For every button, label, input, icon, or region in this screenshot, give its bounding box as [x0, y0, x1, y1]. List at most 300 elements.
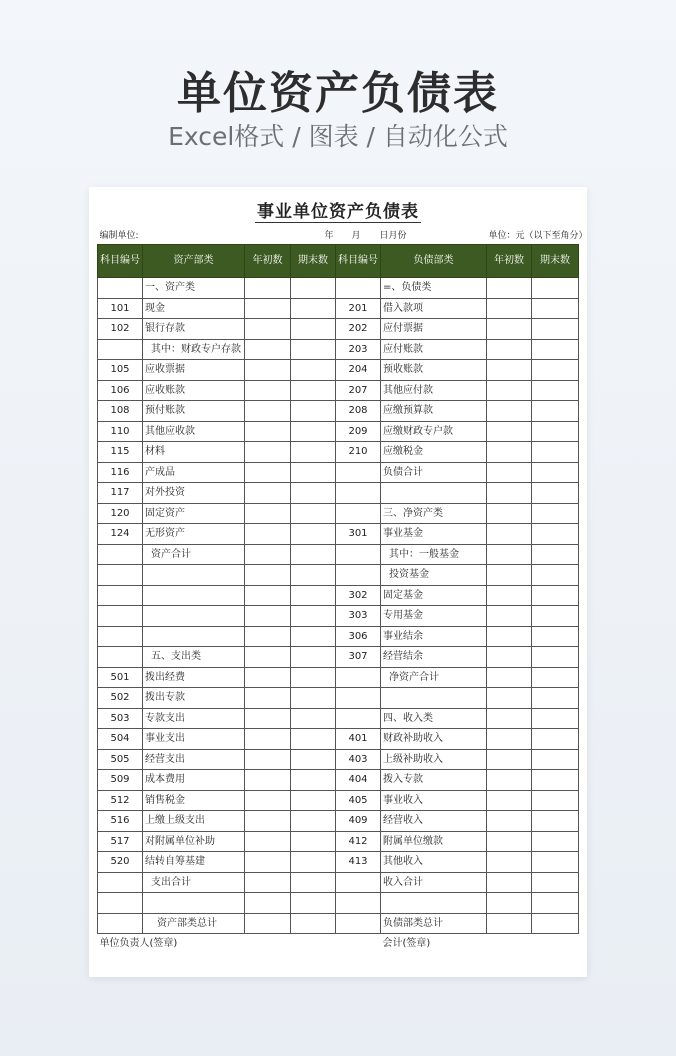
liability-code[interactable]: 307 [336, 647, 381, 668]
asset-code[interactable]: 105 [98, 360, 143, 381]
asset-code[interactable] [98, 278, 143, 299]
liability-name[interactable]: 其他应付款 [381, 380, 487, 401]
asset-name[interactable]: 支出合计 [143, 872, 245, 893]
liability-name[interactable]: 借入款项 [381, 298, 487, 319]
liability-code[interactable]: 409 [336, 811, 381, 832]
asset-end-cell[interactable] [291, 565, 336, 586]
asset-name[interactable]: 预付账款 [143, 401, 245, 422]
liability-name[interactable]: 应付账款 [381, 339, 487, 360]
asset-end-cell[interactable] [291, 790, 336, 811]
asset-end-cell[interactable] [291, 913, 336, 934]
liability-begin-cell[interactable] [487, 811, 532, 832]
table-row [98, 483, 579, 504]
asset-begin-cell[interactable] [245, 852, 291, 873]
header-end-2: 期末数 [532, 245, 579, 278]
table-row [98, 544, 579, 565]
asset-begin-cell[interactable] [245, 278, 291, 299]
asset-begin-cell[interactable] [245, 298, 291, 319]
liability-name[interactable]: 事业收入 [381, 790, 487, 811]
asset-end-cell[interactable] [291, 524, 336, 545]
asset-end-cell[interactable] [291, 626, 336, 647]
asset-end-cell[interactable] [291, 298, 336, 319]
asset-end-cell[interactable] [291, 278, 336, 299]
asset-end-cell[interactable] [291, 442, 336, 463]
asset-begin-cell[interactable] [245, 606, 291, 627]
liability-name[interactable]: 预收账款 [381, 360, 487, 381]
asset-name[interactable]: 结转自筹基建 [143, 852, 245, 873]
liability-end-cell[interactable] [532, 298, 579, 319]
table-row [98, 339, 579, 360]
liability-name[interactable]: 事业基金 [381, 524, 487, 545]
liability-name[interactable]: 应缴税金 [381, 442, 487, 463]
liability-name[interactable]: 上级补助收入 [381, 749, 487, 770]
liability-end-cell[interactable] [532, 749, 579, 770]
liability-end-cell[interactable] [532, 319, 579, 340]
liability-begin-cell[interactable] [487, 749, 532, 770]
table-row [98, 729, 579, 750]
liability-name[interactable]: 其他收入 [381, 852, 487, 873]
liability-code[interactable] [336, 708, 381, 729]
liability-end-cell[interactable] [532, 565, 579, 586]
liability-code[interactable] [336, 544, 381, 565]
asset-name[interactable] [143, 606, 245, 627]
liability-code[interactable]: 401 [336, 729, 381, 750]
asset-name[interactable]: 一、资产类 [143, 278, 245, 299]
asset-end-cell[interactable] [291, 462, 336, 483]
asset-begin-cell[interactable] [245, 749, 291, 770]
asset-name[interactable]: 固定资产 [143, 503, 245, 524]
liability-end-cell[interactable] [532, 524, 579, 545]
liability-code[interactable]: 201 [336, 298, 381, 319]
liability-end-cell[interactable] [532, 893, 579, 914]
liability-end-cell[interactable] [532, 442, 579, 463]
asset-code[interactable] [98, 913, 143, 934]
liability-begin-cell[interactable] [487, 606, 532, 627]
asset-code[interactable]: 505 [98, 749, 143, 770]
asset-code[interactable]: 124 [98, 524, 143, 545]
asset-code[interactable] [98, 565, 143, 586]
asset-code[interactable] [98, 872, 143, 893]
liability-code[interactable] [336, 503, 381, 524]
asset-end-cell[interactable] [291, 606, 336, 627]
liability-end-cell[interactable] [532, 503, 579, 524]
liability-end-cell[interactable] [532, 380, 579, 401]
liability-begin-cell[interactable] [487, 483, 532, 504]
table-row [98, 811, 579, 832]
liability-name[interactable]: 负债合计 [381, 462, 487, 483]
liability-end-cell[interactable] [532, 647, 579, 668]
asset-end-cell[interactable] [291, 647, 336, 668]
asset-name[interactable]: 拨出经费 [143, 667, 245, 688]
liability-code[interactable]: 413 [336, 852, 381, 873]
asset-code[interactable]: 501 [98, 667, 143, 688]
liability-name[interactable]: 其中：一般基金 [381, 544, 487, 565]
asset-code[interactable] [98, 893, 143, 914]
asset-code[interactable]: 115 [98, 442, 143, 463]
liability-name[interactable]: 专用基金 [381, 606, 487, 627]
asset-begin-cell[interactable] [245, 667, 291, 688]
asset-begin-cell[interactable] [245, 442, 291, 463]
asset-name[interactable]: 银行存款 [143, 319, 245, 340]
liability-begin-cell[interactable] [487, 790, 532, 811]
asset-code[interactable] [98, 544, 143, 565]
liability-name[interactable]: 财政补助收入 [381, 729, 487, 750]
liability-end-cell[interactable] [532, 401, 579, 422]
month-label: 月 [351, 231, 361, 241]
asset-code[interactable]: 517 [98, 831, 143, 852]
asset-end-cell[interactable] [291, 770, 336, 791]
asset-end-cell[interactable] [291, 585, 336, 606]
table-row [98, 462, 579, 483]
unit-label: 编制单位: [99, 231, 139, 241]
asset-code[interactable] [98, 339, 143, 360]
asset-name[interactable]: 现金 [143, 298, 245, 319]
table-row [98, 708, 579, 729]
liability-code[interactable] [336, 565, 381, 586]
asset-code[interactable]: 102 [98, 319, 143, 340]
liability-begin-cell[interactable] [487, 729, 532, 750]
asset-begin-cell[interactable] [245, 565, 291, 586]
period-label: 月份 [388, 231, 407, 241]
liability-begin-cell[interactable] [487, 831, 532, 852]
asset-end-cell[interactable] [291, 729, 336, 750]
liability-begin-cell[interactable] [487, 872, 532, 893]
table-row [98, 893, 579, 914]
table-row [98, 647, 579, 668]
asset-code[interactable] [98, 606, 143, 627]
asset-name[interactable] [143, 626, 245, 647]
liability-begin-cell[interactable] [487, 524, 532, 545]
asset-name[interactable] [143, 585, 245, 606]
day-label: 日 [379, 231, 389, 241]
asset-end-cell[interactable] [291, 544, 336, 565]
asset-begin-cell[interactable] [245, 811, 291, 832]
footer-row [98, 934, 579, 954]
asset-name[interactable]: 其他应收款 [143, 421, 245, 442]
liability-begin-cell[interactable] [487, 770, 532, 791]
asset-code[interactable]: 110 [98, 421, 143, 442]
liability-end-cell[interactable] [532, 770, 579, 791]
asset-begin-cell[interactable] [245, 483, 291, 504]
liability-code[interactable] [336, 667, 381, 688]
asset-begin-cell[interactable] [245, 626, 291, 647]
asset-name[interactable]: 其中：财政专户存款 [143, 339, 245, 360]
liability-end-cell[interactable] [532, 483, 579, 504]
asset-begin-cell[interactable] [245, 893, 291, 914]
liability-begin-cell[interactable] [487, 565, 532, 586]
asset-name[interactable]: 上缴上级支出 [143, 811, 245, 832]
liability-code[interactable]: 403 [336, 749, 381, 770]
asset-code[interactable]: 117 [98, 483, 143, 504]
asset-name[interactable]: 对外投资 [143, 483, 245, 504]
asset-code[interactable]: 106 [98, 380, 143, 401]
liability-begin-cell[interactable] [487, 647, 532, 668]
asset-name[interactable]: 应收账款 [143, 380, 245, 401]
asset-name[interactable]: 五、支出类 [143, 647, 245, 668]
asset-code[interactable]: 516 [98, 811, 143, 832]
liability-begin-cell[interactable] [487, 401, 532, 422]
asset-begin-cell[interactable] [245, 729, 291, 750]
asset-code[interactable] [98, 647, 143, 668]
liability-begin-cell[interactable] [487, 893, 532, 914]
liability-code[interactable]: 203 [336, 339, 381, 360]
asset-begin-cell[interactable] [245, 319, 291, 340]
liability-begin-cell[interactable] [487, 708, 532, 729]
liability-code[interactable]: 202 [336, 319, 381, 340]
asset-begin-cell[interactable] [245, 503, 291, 524]
liability-name[interactable]: 负债部类总计 [381, 913, 487, 934]
asset-code[interactable]: 503 [98, 708, 143, 729]
asset-end-cell[interactable] [291, 749, 336, 770]
asset-end-cell[interactable] [291, 688, 336, 709]
asset-begin-cell[interactable] [245, 913, 291, 934]
liability-end-cell[interactable] [532, 708, 579, 729]
liability-name[interactable]: 净资产合计 [381, 667, 487, 688]
asset-end-cell[interactable] [291, 667, 336, 688]
liability-begin-cell[interactable] [487, 442, 532, 463]
asset-begin-cell[interactable] [245, 647, 291, 668]
balance-sheet-table [97, 195, 588, 954]
liability-end-cell[interactable] [532, 790, 579, 811]
asset-name[interactable]: 材料 [143, 442, 245, 463]
liability-begin-cell[interactable] [487, 462, 532, 483]
liability-begin-cell[interactable] [487, 503, 532, 524]
asset-end-cell[interactable] [291, 811, 336, 832]
asset-begin-cell[interactable] [245, 524, 291, 545]
asset-end-cell[interactable] [291, 852, 336, 873]
liability-name[interactable]: 应付票据 [381, 319, 487, 340]
liability-name[interactable]: 投资基金 [381, 565, 487, 586]
asset-name[interactable]: 资产合计 [143, 544, 245, 565]
liability-begin-cell[interactable] [487, 852, 532, 873]
asset-name[interactable]: 产成品 [143, 462, 245, 483]
asset-end-cell[interactable] [291, 360, 336, 381]
table-row [98, 831, 579, 852]
liability-begin-cell[interactable] [487, 913, 532, 934]
liability-end-cell[interactable] [532, 626, 579, 647]
liability-name[interactable]: 四、收入类 [381, 708, 487, 729]
asset-end-cell[interactable] [291, 831, 336, 852]
asset-begin-cell[interactable] [245, 872, 291, 893]
asset-begin-cell[interactable] [245, 380, 291, 401]
liability-code[interactable] [336, 872, 381, 893]
asset-begin-cell[interactable] [245, 688, 291, 709]
liability-name[interactable]: 经营收入 [381, 811, 487, 832]
asset-end-cell[interactable] [291, 483, 336, 504]
liability-code[interactable]: 405 [336, 790, 381, 811]
liability-code[interactable]: 209 [336, 421, 381, 442]
liability-end-cell[interactable] [532, 278, 579, 299]
asset-end-cell[interactable] [291, 893, 336, 914]
liability-begin-cell[interactable] [487, 544, 532, 565]
asset-begin-cell[interactable] [245, 401, 291, 422]
asset-code[interactable]: 108 [98, 401, 143, 422]
asset-name[interactable]: 成本费用 [143, 770, 245, 791]
liability-code[interactable] [336, 462, 381, 483]
asset-begin-cell[interactable] [245, 421, 291, 442]
liability-code[interactable]: 412 [336, 831, 381, 852]
liability-end-cell[interactable] [532, 585, 579, 606]
asset-end-cell[interactable] [291, 708, 336, 729]
liability-code[interactable]: 207 [336, 380, 381, 401]
liability-end-cell[interactable] [532, 360, 579, 381]
asset-end-cell[interactable] [291, 503, 336, 524]
liability-name[interactable]: 应缴预算款 [381, 401, 487, 422]
liability-name[interactable]: 经营结余 [381, 647, 487, 668]
asset-begin-cell[interactable] [245, 770, 291, 791]
header-begin: 年初数 [245, 245, 291, 278]
hero-title: 单位资产负债表 [177, 68, 499, 119]
asset-code[interactable] [98, 585, 143, 606]
asset-end-cell[interactable] [291, 339, 336, 360]
liability-code[interactable]: 303 [336, 606, 381, 627]
table-row [98, 872, 579, 893]
asset-code[interactable]: 520 [98, 852, 143, 873]
liability-begin-cell[interactable] [487, 319, 532, 340]
liability-end-cell[interactable] [532, 339, 579, 360]
liability-name[interactable]: 三、净资产类 [381, 503, 487, 524]
liability-end-cell[interactable] [532, 811, 579, 832]
liability-begin-cell[interactable] [487, 298, 532, 319]
liability-begin-cell[interactable] [487, 585, 532, 606]
asset-begin-cell[interactable] [245, 462, 291, 483]
asset-code[interactable]: 120 [98, 503, 143, 524]
table-row [98, 606, 579, 627]
asset-code[interactable]: 509 [98, 770, 143, 791]
liability-end-cell[interactable] [532, 606, 579, 627]
liability-begin-cell[interactable] [487, 360, 532, 381]
asset-code[interactable]: 504 [98, 729, 143, 750]
liability-end-cell[interactable] [532, 729, 579, 750]
liability-end-cell[interactable] [532, 688, 579, 709]
header-liability-class: 负债部类 [381, 245, 487, 278]
asset-begin-cell[interactable] [245, 585, 291, 606]
footer-left: 单位负责人(签章) [98, 934, 381, 954]
hero-subtitle: Excel格式 / 图表 / 自动化公式 [168, 122, 508, 151]
liability-end-cell[interactable] [532, 852, 579, 873]
liability-code[interactable] [336, 913, 381, 934]
table-row [98, 770, 579, 791]
liability-name[interactable]: =、负债类 [381, 278, 487, 299]
liability-end-cell[interactable] [532, 462, 579, 483]
asset-code[interactable]: 502 [98, 688, 143, 709]
year-label: 年 [324, 231, 334, 241]
liability-name[interactable] [381, 688, 487, 709]
asset-name[interactable]: 资产部类总计 [143, 913, 245, 934]
header-begin-2: 年初数 [487, 245, 532, 278]
table-row [98, 913, 579, 934]
liability-code[interactable]: 210 [336, 442, 381, 463]
liability-code[interactable] [336, 688, 381, 709]
liability-begin-cell[interactable] [487, 278, 532, 299]
asset-code[interactable]: 101 [98, 298, 143, 319]
liability-code[interactable] [336, 483, 381, 504]
asset-code[interactable]: 512 [98, 790, 143, 811]
header-asset-class: 资产部类 [143, 245, 245, 278]
asset-begin-cell[interactable] [245, 831, 291, 852]
liability-code[interactable]: 404 [336, 770, 381, 791]
liability-end-cell[interactable] [532, 421, 579, 442]
asset-name[interactable]: 对附属单位补助 [143, 831, 245, 852]
asset-code[interactable] [98, 626, 143, 647]
footer-right: 会计(签章) [381, 934, 579, 954]
asset-name[interactable]: 事业支出 [143, 729, 245, 750]
asset-name[interactable] [143, 893, 245, 914]
table-row [98, 749, 579, 770]
table-row [98, 380, 579, 401]
asset-name[interactable]: 拨出专款 [143, 688, 245, 709]
table-row [98, 852, 579, 873]
table-row [98, 278, 579, 299]
liability-name[interactable]: 收入合计 [381, 872, 487, 893]
header-end: 期末数 [291, 245, 336, 278]
asset-name[interactable]: 经营支出 [143, 749, 245, 770]
asset-name[interactable]: 无形资产 [143, 524, 245, 545]
asset-begin-cell[interactable] [245, 544, 291, 565]
table-row [98, 790, 579, 811]
liability-code[interactable]: 306 [336, 626, 381, 647]
liability-end-cell[interactable] [532, 872, 579, 893]
table-row [98, 401, 579, 422]
liability-code[interactable]: 302 [336, 585, 381, 606]
asset-begin-cell[interactable] [245, 360, 291, 381]
asset-end-cell[interactable] [291, 872, 336, 893]
asset-end-cell[interactable] [291, 380, 336, 401]
table-row [98, 585, 579, 606]
liability-name[interactable]: 附属单位缴款 [381, 831, 487, 852]
liability-begin-cell[interactable] [487, 339, 532, 360]
liability-name[interactable]: 应缴财政专户款 [381, 421, 487, 442]
asset-end-cell[interactable] [291, 401, 336, 422]
asset-end-cell[interactable] [291, 319, 336, 340]
liability-name[interactable]: 固定基金 [381, 585, 487, 606]
liability-begin-cell[interactable] [487, 626, 532, 647]
sheet-card [89, 187, 587, 977]
table-row [98, 565, 579, 586]
asset-end-cell[interactable] [291, 421, 336, 442]
liability-name[interactable] [381, 483, 487, 504]
liability-begin-cell[interactable] [487, 688, 532, 709]
asset-name[interactable]: 销售税金 [143, 790, 245, 811]
liability-begin-cell[interactable] [487, 421, 532, 442]
liability-code[interactable] [336, 893, 381, 914]
liability-name[interactable]: 事业结余 [381, 626, 487, 647]
liability-code[interactable]: 208 [336, 401, 381, 422]
liability-end-cell[interactable] [532, 831, 579, 852]
unit-note: 单位：元（以下至角分） [488, 231, 588, 241]
table-row [98, 421, 579, 442]
asset-code[interactable]: 116 [98, 462, 143, 483]
liability-begin-cell[interactable] [487, 667, 532, 688]
liability-end-cell[interactable] [532, 667, 579, 688]
asset-begin-cell[interactable] [245, 708, 291, 729]
liability-end-cell[interactable] [532, 544, 579, 565]
liability-name[interactable]: 拨入专款 [381, 770, 487, 791]
liability-code[interactable]: 301 [336, 524, 381, 545]
liability-code[interactable] [336, 278, 381, 299]
asset-begin-cell[interactable] [245, 790, 291, 811]
table-row [98, 319, 579, 340]
header-code: 科目编号 [98, 245, 143, 278]
asset-name[interactable]: 专款支出 [143, 708, 245, 729]
liability-name[interactable] [381, 893, 487, 914]
liability-code[interactable]: 204 [336, 360, 381, 381]
liability-end-cell[interactable] [532, 913, 579, 934]
asset-begin-cell[interactable] [245, 339, 291, 360]
asset-name[interactable] [143, 565, 245, 586]
asset-name[interactable]: 应收票据 [143, 360, 245, 381]
liability-begin-cell[interactable] [487, 380, 532, 401]
